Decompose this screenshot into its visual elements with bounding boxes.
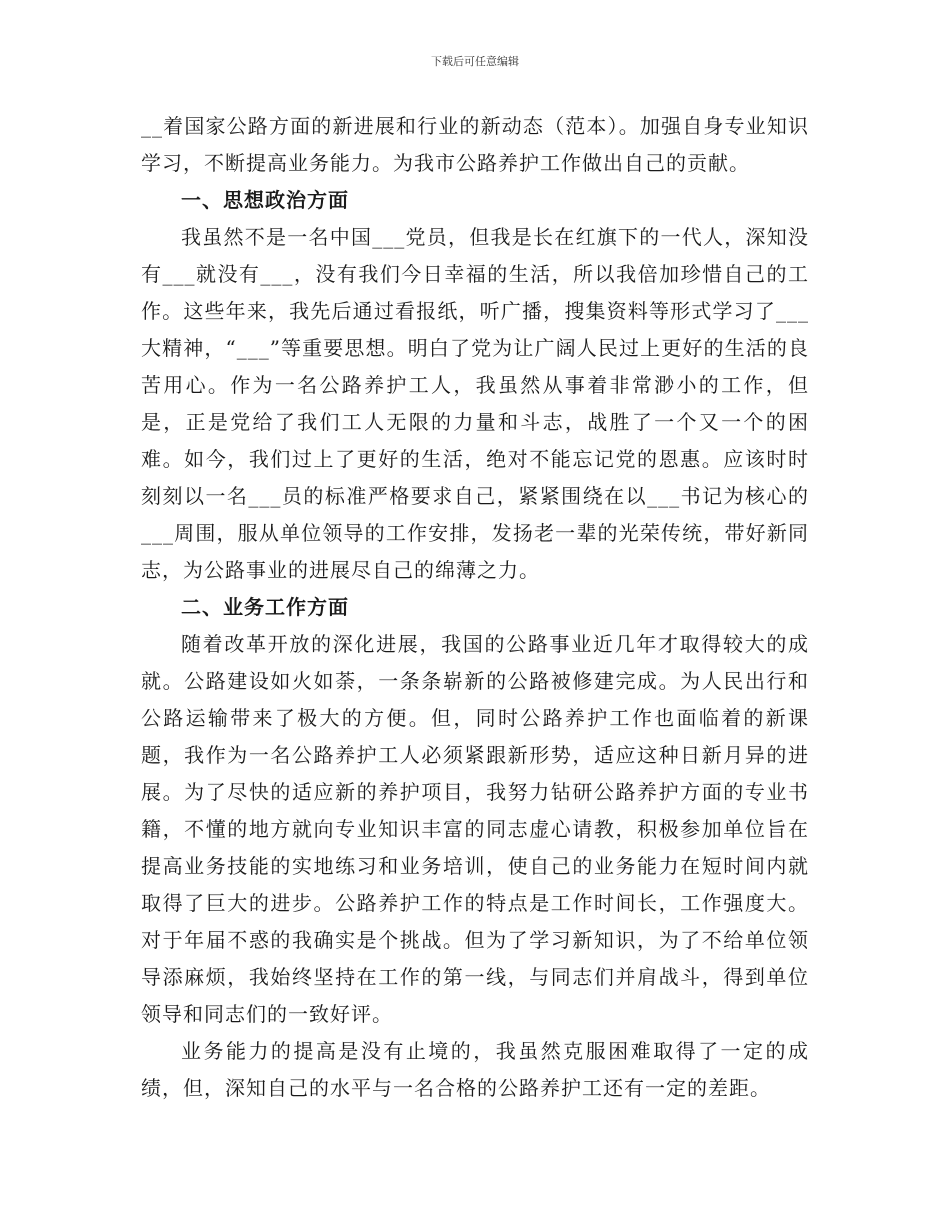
section-heading-work: 二、业务工作方面 [181,595,349,619]
section-work-paragraph-1: 随着改革开放的深化进展，我国的公路事业近几年才取得较大的成就。公路建设如火如荼，一条条崭新的公路被修建完成。为人民出行和公路运输带来了极大的方便。但，同时公路养护工作也面临着的新课题，我作为一名公路养护工人必须紧跟新形势，适应这种日新月异的进展。为了尽快的适应新的养护项目，我努力钻研公路养护方面的专业书籍，不懂的地方就向专业知识丰富的同志虚心请教，积极参加单位旨在提高业务技能的实地练习和业务培训，使自己的业务能力在短时间内就取得了巨大的进步。公路养护工作的特点是工作时间长，工作强度大。对于年届不惑的我确实是个挑战。但为了学习新知识，为了不给单位领导添麻烦，我始终坚持在工作的第一线，与同志们并肩战斗，得到单位领导和同志们的一致好评。 [141,632,809,1026]
page-header: 下载后可任意编辑 [431,55,519,68]
section-politics-paragraph: 我虽然不是一名中国___党员，但我是长在红旗下的一代人，深知没有___就没有___，没有我们今日幸福的生活，所以我倍加珍惜自己的工作。这些年来，我先后通过看报纸，听广播，搜集资料等形式学习了___大精神，“___”等重要思想。明白了党为让广阔人民过上更好的生活的良苦用心。作为一名公路养护工人，我虽然从事着非常渺小的工作，但是，正是党给了我们工人无限的力量和斗志，战胜了一个又一个的困难。如今，我们过上了更好的生活，绝对不能忘记党的恩惠。应该时时刻刻以一名___员的标准严格要求自己，紧紧围绕在以___书记为核心的___周围，服从单位领导的工作安排，发扬老一辈的光荣传统，带好新同志，为公路事业的进展尽自己的绵薄之力。 [141,225,809,582]
document-body [141,108,809,1107]
section-work-paragraph-2: 业务能力的提高是没有止境的，我虽然克服困难取得了一定的成绩，但，深知自己的水平与一名合格的公路养护工还有一定的差距。 [141,1039,809,1100]
intro-paragraph: __着国家公路方面的新进展和行业的新动态（范本）。加强自身专业知识学习，不断提高业务能力。为我市公路养护工作做出自己的贡献。 [141,114,809,175]
section-heading-politics: 一、思想政治方面 [181,188,349,212]
